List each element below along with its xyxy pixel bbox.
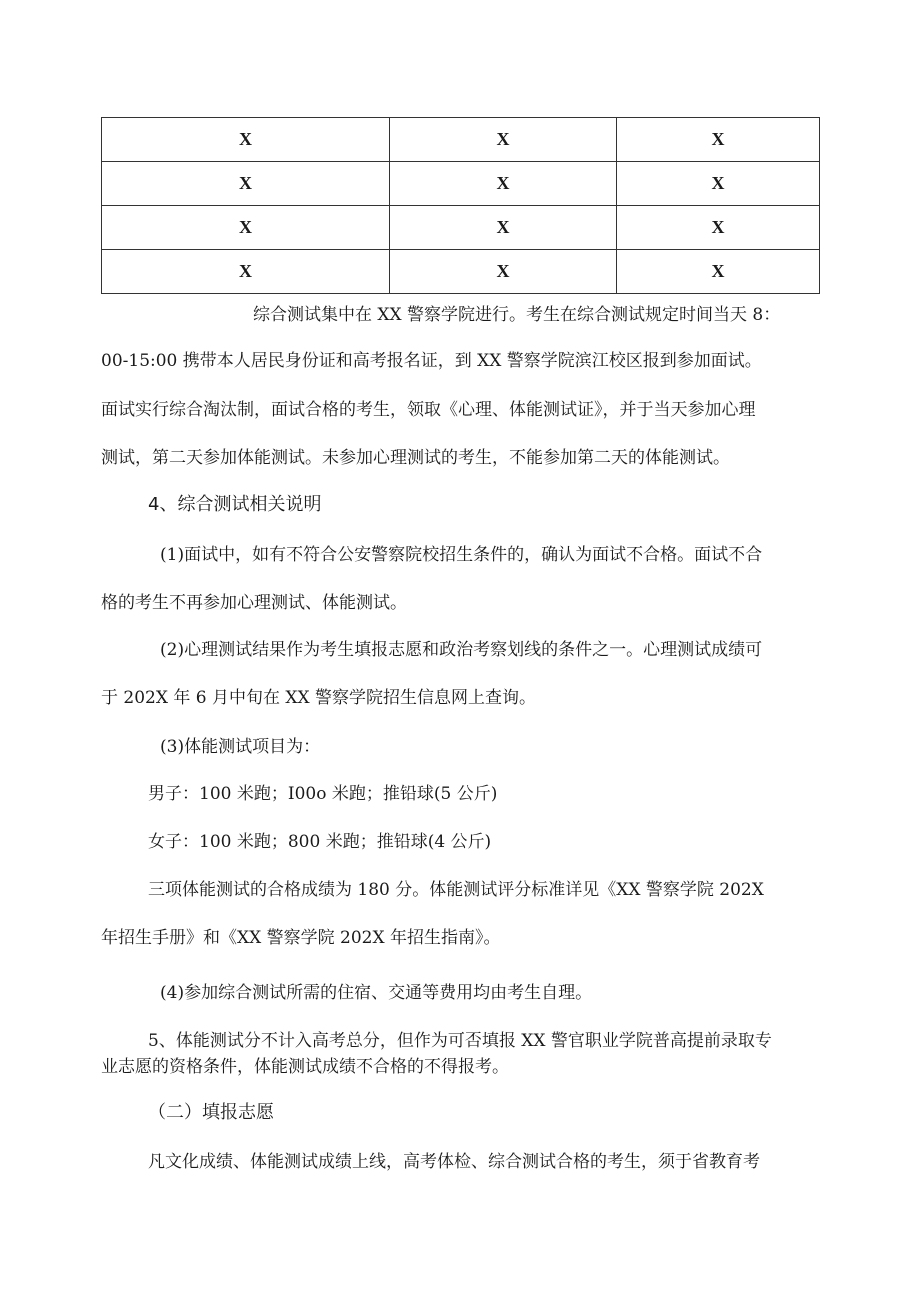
table-cell: X [617,206,820,250]
table-cell: X [390,206,617,250]
table-cell: X [390,162,617,206]
paragraph-line: 综合测试集中在 XX 警察学院进行。考生在综合测试规定时间当天 8： [253,305,781,325]
data-table [101,117,820,294]
table-cell: X [617,162,820,206]
table-cell: X [617,250,820,294]
paragraph-line: 女子：100 米跑；800 米跑；推铅球(4 公斤) [148,832,492,852]
table-row [102,250,820,294]
table-cell: X [102,162,390,206]
paragraph-line: 于 202X 年 6 月中旬在 XX 警察学院招生信息网上查询。 [101,688,536,708]
paragraph-line: 00-15:00 携带本人居民身份证和高考报名证，到 XX 警察学院滨江校区报到参加面试。 [101,351,762,371]
paragraph-line: 三项体能测试的合格成绩为 180 分。体能测试评分标准详见《XX 警察学院 202X [148,880,764,900]
paragraph-line: 年招生手册》和《XX 警察学院 202X 年招生指南》。 [101,928,501,948]
paragraph-line: 面试实行综合淘汰制，面试合格的考生，领取《心理、体能测试证》，并于当天参加心理 [101,400,756,420]
paragraph-line: (3)体能测试项目为： [160,737,321,757]
table-row [102,206,820,250]
table-cell: X [102,250,390,294]
paragraph-line: (1)面试中，如有不符合公安警察院校招生条件的，确认为面试不合格。面试不合 [160,545,763,565]
table-row [102,118,820,162]
table-cell: X [102,206,390,250]
table-cell: X [390,250,617,294]
section-heading: （二）填报志愿 [148,1102,274,1123]
paragraph-line: 男子：100 米跑；I00o 米跑；推铅球(5 公斤) [148,784,498,804]
paragraph-line: 凡文化成绩、体能测试成绩上线，高考体检、综合测试合格的考生，须于省教育考 [148,1152,760,1172]
table-cell: X [390,118,617,162]
paragraph-line: (4)参加综合测试所需的住宿、交通等费用均由考生自理。 [160,983,593,1003]
table-cell: X [617,118,820,162]
paragraph-line: 格的考生不再参加心理测试、体能测试。 [101,593,407,613]
paragraph-line: 测试，第二天参加体能测试。未参加心理测试的考生，不能参加第二天的体能测试。 [101,448,730,468]
table-cell: X [102,118,390,162]
paragraph-line: 5、体能测试分不计入高考总分，但作为可否填报 XX 警官职业学院普高提前录取专 [148,1031,772,1051]
paragraph-line: 业志愿的资格条件，体能测试成绩不合格的不得报考。 [101,1057,509,1077]
section-heading: 4、综合测试相关说明 [148,494,322,515]
table-row [102,162,820,206]
paragraph-line: (2)心理测试结果作为考生填报志愿和政治考察划线的条件之一。心理测试成绩可 [160,640,763,660]
